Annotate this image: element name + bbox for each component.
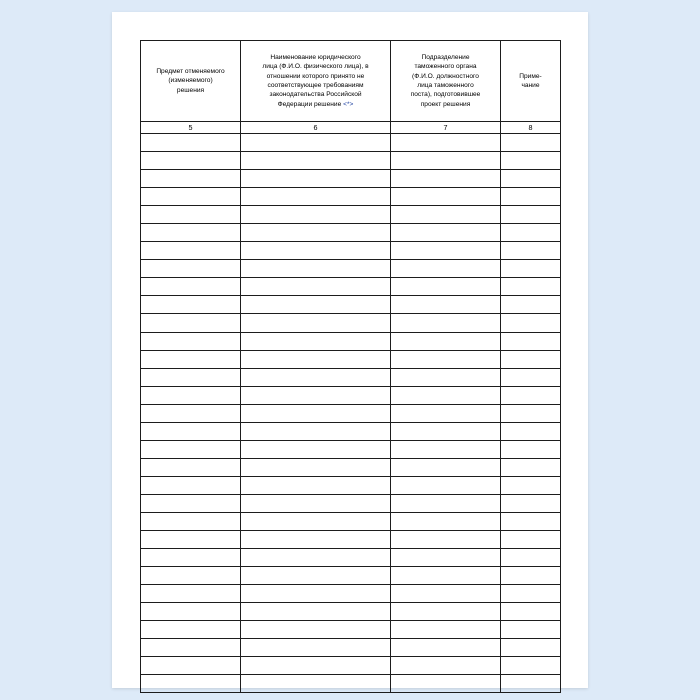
table-cell[interactable] <box>141 458 241 476</box>
table-cell[interactable] <box>241 639 391 657</box>
header-line: лица таможенного <box>417 82 474 89</box>
table-cell[interactable] <box>241 657 391 675</box>
table-cell[interactable] <box>141 386 241 404</box>
table-cell[interactable] <box>241 675 391 693</box>
table-cell[interactable] <box>241 603 391 621</box>
header-cell-entity <box>241 41 391 122</box>
table-cell[interactable] <box>241 242 391 260</box>
table-row[interactable] <box>141 639 561 657</box>
header-row <box>141 41 561 122</box>
table-cell[interactable] <box>241 549 391 567</box>
table-cell[interactable] <box>241 134 391 152</box>
table-cell[interactable] <box>141 296 241 314</box>
table-cell[interactable] <box>501 296 561 314</box>
table-cell[interactable] <box>241 224 391 242</box>
table-cell[interactable] <box>501 134 561 152</box>
table-row[interactable] <box>141 531 561 549</box>
table-cell[interactable] <box>241 314 391 332</box>
table-row[interactable] <box>141 260 561 278</box>
table-row[interactable] <box>141 422 561 440</box>
table-cell[interactable] <box>391 549 501 567</box>
table-cell[interactable] <box>391 422 501 440</box>
table-cell[interactable] <box>501 494 561 512</box>
table-cell[interactable] <box>241 368 391 386</box>
table-row[interactable] <box>141 440 561 458</box>
table-cell[interactable] <box>141 368 241 386</box>
table-cell[interactable] <box>241 476 391 494</box>
table-row[interactable] <box>141 549 561 567</box>
table-cell[interactable] <box>391 314 501 332</box>
table-cell[interactable] <box>241 512 391 530</box>
table-row[interactable] <box>141 603 561 621</box>
table-cell[interactable] <box>391 206 501 224</box>
header-cell-note <box>501 41 561 122</box>
table-row[interactable] <box>141 404 561 422</box>
table-cell[interactable] <box>391 170 501 188</box>
table-cell[interactable] <box>391 350 501 368</box>
table-cell[interactable] <box>501 657 561 675</box>
table-cell[interactable] <box>501 314 561 332</box>
column-number: 6 <box>241 122 391 134</box>
table-row[interactable] <box>141 296 561 314</box>
table-cell[interactable] <box>391 476 501 494</box>
table-cell[interactable] <box>501 458 561 476</box>
table-cell[interactable] <box>391 404 501 422</box>
table-cell[interactable] <box>141 152 241 170</box>
table-cell[interactable] <box>391 368 501 386</box>
table-cell[interactable] <box>501 404 561 422</box>
header-line: Предмет отменяемого <box>156 67 225 75</box>
table-cell[interactable] <box>391 621 501 639</box>
table-cell[interactable] <box>501 206 561 224</box>
table-cell[interactable] <box>391 440 501 458</box>
table-cell[interactable] <box>391 332 501 350</box>
table-cell[interactable] <box>141 260 241 278</box>
column-number: 7 <box>391 122 501 134</box>
table-cell[interactable] <box>141 242 241 260</box>
table-cell[interactable] <box>141 278 241 296</box>
table-cell[interactable] <box>241 188 391 206</box>
table-cell[interactable] <box>241 531 391 549</box>
table-cell[interactable] <box>391 278 501 296</box>
header-line: Наименование юридического <box>270 53 361 61</box>
table-cell[interactable] <box>391 603 501 621</box>
header-line: законодательства Российской <box>269 91 362 99</box>
table-cell[interactable] <box>501 639 561 657</box>
table-cell[interactable] <box>241 350 391 368</box>
table-cell[interactable] <box>501 585 561 603</box>
table-row[interactable] <box>141 621 561 639</box>
header-line: (Ф.И.О. должностного <box>412 72 479 80</box>
table-row[interactable] <box>141 675 561 693</box>
header-line: поста), подготовившее <box>410 91 481 99</box>
table-cell[interactable] <box>391 260 501 278</box>
table-row[interactable] <box>141 170 561 188</box>
table-cell[interactable] <box>141 531 241 549</box>
header-line-with-footnote: Федерации решение <*> <box>277 100 354 108</box>
table-cell[interactable] <box>141 657 241 675</box>
table-cell[interactable] <box>501 260 561 278</box>
header-line: отношении которого принято не <box>266 72 365 80</box>
header-line: соответствующее требованиям <box>267 82 364 89</box>
header-line: лица (Ф.И.О. физического лица), в <box>262 63 369 71</box>
table-cell[interactable] <box>391 512 501 530</box>
table-cell[interactable] <box>391 134 501 152</box>
table-cell[interactable] <box>241 422 391 440</box>
table-cell[interactable] <box>241 152 391 170</box>
table-cell[interactable] <box>141 494 241 512</box>
table-cell[interactable] <box>241 296 391 314</box>
table-cell[interactable] <box>141 440 241 458</box>
table-row[interactable] <box>141 494 561 512</box>
table-cell[interactable] <box>241 404 391 422</box>
table-row[interactable] <box>141 585 561 603</box>
table-cell[interactable] <box>501 170 561 188</box>
header-line: чание <box>521 82 540 89</box>
table-cell[interactable] <box>501 278 561 296</box>
table-row[interactable] <box>141 152 561 170</box>
table-cell[interactable] <box>391 531 501 549</box>
table-row[interactable] <box>141 657 561 675</box>
table-cell[interactable] <box>141 603 241 621</box>
table-row[interactable] <box>141 458 561 476</box>
table-cell[interactable] <box>501 621 561 639</box>
table-cell[interactable] <box>501 152 561 170</box>
header-line: Подразделение <box>421 53 470 61</box>
header-line: решения <box>176 86 205 94</box>
table-cell[interactable] <box>141 170 241 188</box>
table-cell[interactable] <box>391 675 501 693</box>
table-cell[interactable] <box>501 440 561 458</box>
table-cell[interactable] <box>391 296 501 314</box>
table-row[interactable] <box>141 350 561 368</box>
table-row[interactable] <box>141 512 561 530</box>
table-cell[interactable] <box>141 675 241 693</box>
table-cell[interactable] <box>241 621 391 639</box>
table-cell[interactable] <box>501 350 561 368</box>
table-cell[interactable] <box>141 350 241 368</box>
column-number: 5 <box>141 122 241 134</box>
table-cell[interactable] <box>241 585 391 603</box>
table-cell[interactable] <box>501 422 561 440</box>
table-cell[interactable] <box>391 657 501 675</box>
table-row[interactable] <box>141 332 561 350</box>
table-row[interactable] <box>141 278 561 296</box>
table-cell[interactable] <box>241 386 391 404</box>
table-cell[interactable] <box>501 368 561 386</box>
table-row[interactable] <box>141 206 561 224</box>
table-cell[interactable] <box>501 386 561 404</box>
table-cell[interactable] <box>241 494 391 512</box>
table-body <box>141 134 561 693</box>
table-cell[interactable] <box>501 675 561 693</box>
table-cell[interactable] <box>501 603 561 621</box>
table-cell[interactable] <box>141 585 241 603</box>
table-cell[interactable] <box>501 242 561 260</box>
table-cell[interactable] <box>141 476 241 494</box>
table-cell[interactable] <box>501 549 561 567</box>
table-cell[interactable] <box>501 531 561 549</box>
table-cell[interactable] <box>241 440 391 458</box>
table-cell[interactable] <box>141 422 241 440</box>
table-cell[interactable] <box>501 567 561 585</box>
table-cell[interactable] <box>391 494 501 512</box>
column-number-row <box>141 122 561 134</box>
table-cell[interactable] <box>501 476 561 494</box>
footnote-marker: <*> <box>343 100 354 108</box>
table-cell[interactable] <box>141 206 241 224</box>
table-cell[interactable] <box>141 512 241 530</box>
table-cell[interactable] <box>241 332 391 350</box>
header-line: таможенного органа <box>414 63 477 71</box>
table-cell[interactable] <box>391 386 501 404</box>
table-cell[interactable] <box>501 332 561 350</box>
table-row[interactable] <box>141 567 561 585</box>
table-cell[interactable] <box>141 567 241 585</box>
table-cell[interactable] <box>241 278 391 296</box>
header-line: (изменяемого) <box>168 77 213 85</box>
table-header <box>141 41 561 134</box>
table-row[interactable] <box>141 386 561 404</box>
table-cell[interactable] <box>391 458 501 476</box>
table-cell[interactable] <box>501 224 561 242</box>
table-cell[interactable] <box>141 134 241 152</box>
table-row[interactable] <box>141 134 561 152</box>
table-cell[interactable] <box>241 260 391 278</box>
table-cell[interactable] <box>391 242 501 260</box>
table-cell[interactable] <box>141 639 241 657</box>
table-cell[interactable] <box>501 188 561 206</box>
header-line: проект решения <box>420 100 471 108</box>
table-cell[interactable] <box>141 188 241 206</box>
table-row[interactable] <box>141 314 561 332</box>
table-cell[interactable] <box>391 224 501 242</box>
table-cell[interactable] <box>141 549 241 567</box>
table-cell[interactable] <box>501 512 561 530</box>
register-table <box>140 40 561 693</box>
column-number: 8 <box>501 122 561 134</box>
header-cell-division <box>391 41 501 122</box>
table-cell[interactable] <box>141 224 241 242</box>
table-row[interactable] <box>141 242 561 260</box>
table-row[interactable] <box>141 368 561 386</box>
table-cell[interactable] <box>391 188 501 206</box>
table-cell[interactable] <box>141 404 241 422</box>
table-cell[interactable] <box>391 639 501 657</box>
table-cell[interactable] <box>141 621 241 639</box>
header-cell-subject <box>141 41 241 122</box>
table-cell[interactable] <box>241 458 391 476</box>
table-cell[interactable] <box>141 314 241 332</box>
table-cell[interactable] <box>391 585 501 603</box>
header-line: Приме- <box>519 72 542 80</box>
table-row[interactable] <box>141 224 561 242</box>
table-row[interactable] <box>141 476 561 494</box>
table-cell[interactable] <box>391 152 501 170</box>
document-sheet <box>112 12 588 688</box>
table-cell[interactable] <box>141 332 241 350</box>
table-cell[interactable] <box>241 206 391 224</box>
table-cell[interactable] <box>391 567 501 585</box>
table-row[interactable] <box>141 188 561 206</box>
table-cell[interactable] <box>241 567 391 585</box>
table-cell[interactable] <box>241 170 391 188</box>
